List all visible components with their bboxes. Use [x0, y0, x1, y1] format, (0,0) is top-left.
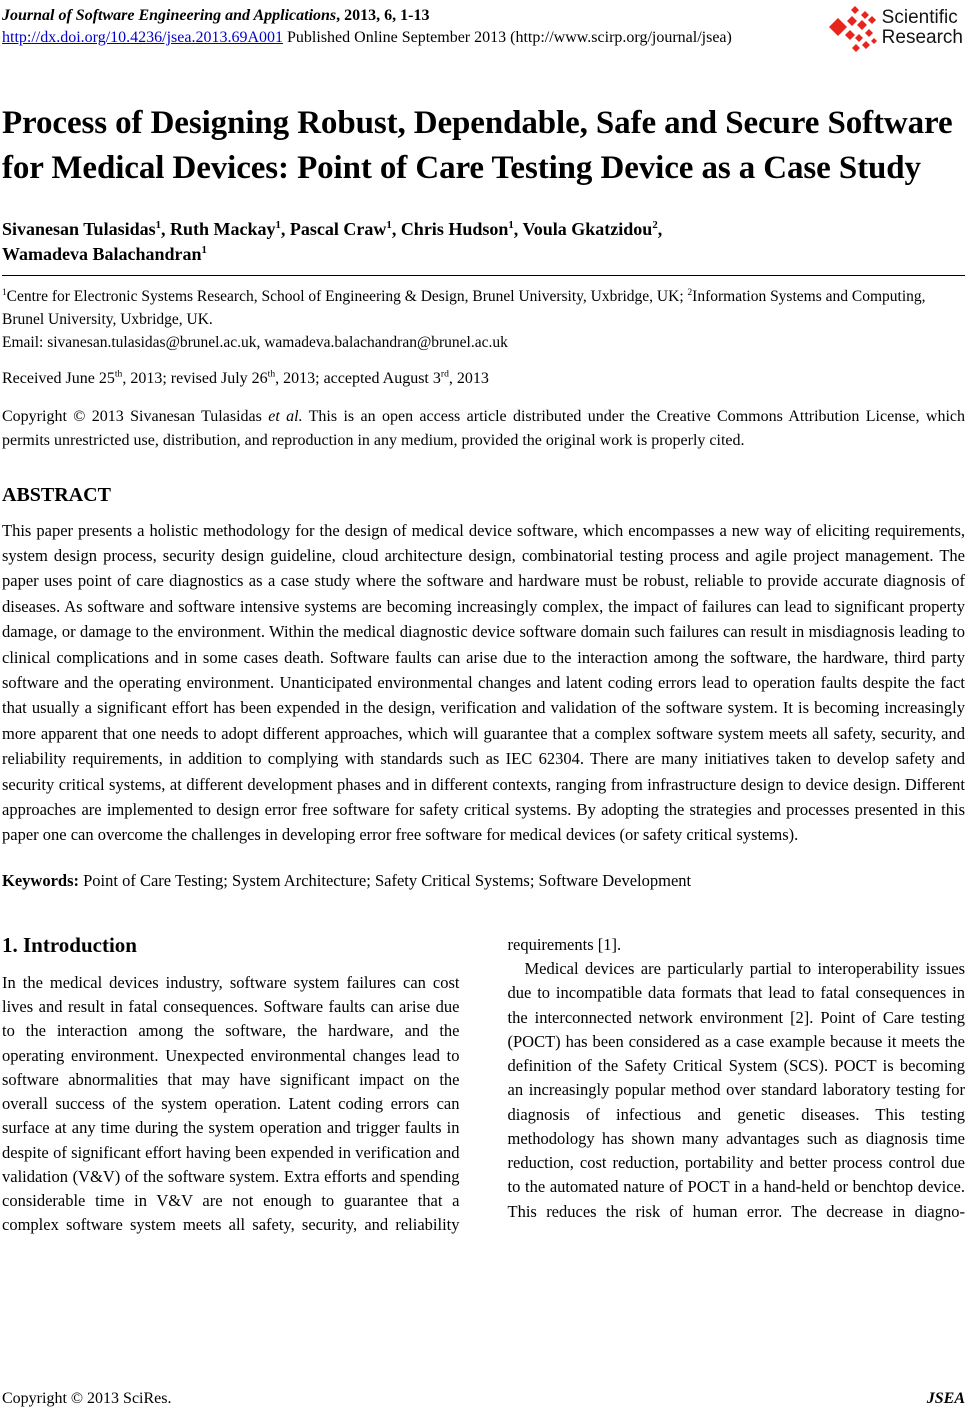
right-column [508, 933, 966, 1238]
left-column [2, 933, 460, 1238]
paragraph: requirements [1]. [507, 934, 622, 954]
two-column-body [2, 933, 965, 1238]
doi-link[interactable]: http://dx.doi.org/10.4236/jsea.2013.69A001 [2, 29, 284, 47]
journal-info [2, 5, 732, 49]
journal-citation-line: Journal of Software Engineering and Applications, 2013, 6, 1-13 [2, 7, 430, 24]
footer-copyright: Copyright © 2013 SciRes. [2, 1390, 172, 1407]
logo-text-line2: Research [881, 26, 963, 48]
authors-divider [2, 275, 965, 276]
page-header [2, 5, 965, 57]
license-paragraph: Copyright © 2013 Sivanesan Tulasidas et al. This is an open access article distributed under the Creative Commons Attribution License, which permits unrestricted use, distribution, and reproduction in any medium, provided the original work is properly cited. [2, 407, 965, 449]
diamonds-logo-icon [825, 5, 877, 57]
page-footer [2, 1390, 965, 1408]
paragraph: Medical devices are particularly partial to interoperability issues due to incompatible data formats that lead to fatal consequences in the interconnected network environment [2]. Point of Care testing (POCT) has been considered as a case example because it meets the definition of the Safety Critical System (SCS). POCT is becoming an increasingly popular method over standard laboratory testing for diagnosis of infectious and genetic diseases. This testing methodology has shown many advantages such as diagnosis time reduction, cost reduction, portability and better process control due to the automated nature of POCT in a hand-held or benchtop device. This reduces the risk of human error. The decrease in diagno- [507, 959, 965, 1221]
affiliation-line: $^1$Centre for Electronic Systems Research, School of Engineering & Design, Brunel University, Uxbridge, UK; $^2$Information Systems and Computing, Brunel University, Uxbridge, UK. [2, 287, 926, 329]
keywords-line: Keywords: Point of Care Testing; System Architecture; Safety Critical Systems; Software Development [2, 870, 692, 890]
paragraph: In the medical devices industry, software system failures can cost lives and result in fatal consequences. Software faults can arise due to the interaction among the software, the hardware, and the operating environment. Unexpected environmental changes lead to software abnormalities that may have significant impact on the overall success of the system operation. Latent coding errors can surface at any time during the system operation and trigger faults in despite of significant effort having been expended in verification and validation (V&V) of the software system. Extra efforts and spending considerable time in V&V are not enough to guarantee that a complex software system meets all safety, security, and reliability [2, 972, 460, 1235]
authors-line: Sivanesan Tulasidas$^1$, Ruth Mackay$^1$, Pascal Craw$^1$, Chris Hudson$^1$, Voula Gkatzidou$^2$, Wamadeva Balachandran$^1$ [2, 218, 663, 265]
published-online-line: http://dx.doi.org/10.4236/jsea.2013.69A001 Published Online September 2013 (http://www.scirp.org/journal/jsea) [2, 29, 732, 47]
abstract-heading: ABSTRACT [2, 483, 111, 506]
footer-journal-abbrev: JSEA [926, 1390, 965, 1407]
logo-text-line1: Scientific [881, 7, 958, 28]
logo-text [882, 8, 963, 48]
section-heading-introduction: 1. Introduction [2, 932, 137, 957]
email-line: Email: sivanesan.tulasidas@brunel.ac.uk, wamadeva.balachandran@brunel.ac.uk [2, 334, 508, 352]
received-line: Received June 25th, 2013; revised July 26th, 2013; accepted August 3rd, 2013 [2, 368, 489, 387]
scientific-research-logo [825, 5, 965, 57]
article-title: Process of Designing Robust, Dependable, Safe and Secure Software for Medical Devices: Point of Care Testing Device as a Case Study [2, 105, 953, 186]
abstract-text: This paper presents a holistic methodology for the design of medical device software, which encompasses a new way of eliciting requirements, system design process, security design guideline, cloud architecture design, combinatorial testing process and agile project management. The paper uses point of care diagnostics as a case study where the software and hardware must be robust, reliable to provide accurate diagnosis of diseases. As software and software intensive systems are becoming increasingly complex, the impact of failures can lead to significant property damage, or damage to the environment. Within the medical diagnostic device software domain such failures can result in misdiagnosis leading to clinical complications and in some cases death. Software faults can arise due to the interaction among the software, the hardware, third party software and the operating environment. Unanticipated environmental changes and latent coding errors lead to operation faults despite the fact that usually a significant effort has been expended in the design, verification and validation of the software system. It is becoming increasingly more apparent that one needs to adopt different approaches, which will guarantee that a complex software system meets all safety, security, and reliability requirements, in addition to complying with standards such as IEC 62304. There are many initiatives taken to develop safety and security critical systems, at different development phases and in different contexts, ranging from infrastructure design to device design. Different approaches are implemented to design error free software for safety critical systems. By adopting the strategies and processes presented in this paper one can overcome the challenges in developing error free software for medical devices (or safety critical systems). [2, 520, 965, 845]
